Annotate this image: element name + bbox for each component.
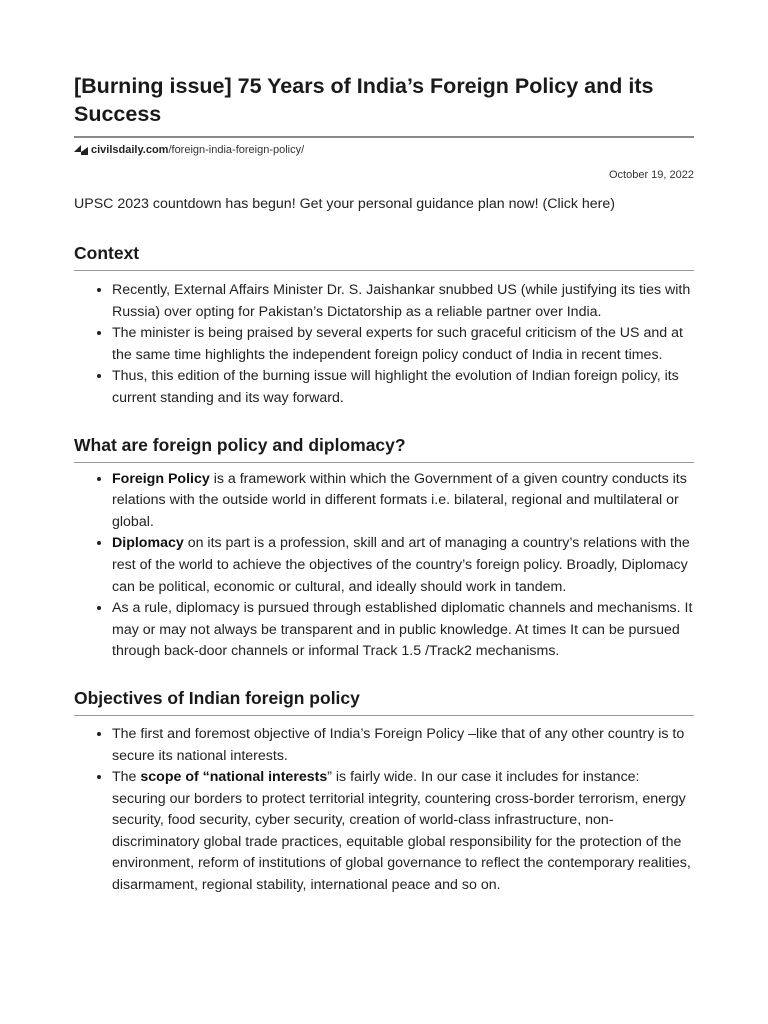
- civilsdaily-logo-icon: [74, 144, 88, 156]
- section-heading-context: Context: [74, 243, 140, 263]
- list-item-text: The minister is being praised by several experts for such graceful criticism of the US and at the same time highlights the independent foreign policy conduct of India in recent times.: [112, 325, 683, 363]
- term-national-interests: scope of “national interests: [140, 769, 328, 786]
- term-diplomacy: Diplomacy: [112, 535, 184, 552]
- promo-text[interactable]: UPSC 2023 countdown has begun! Get your personal guidance plan now! (Click here): [74, 196, 616, 212]
- source-path[interactable]: /foreign-india-foreign-policy/: [168, 144, 305, 156]
- list-item: [112, 366, 694, 409]
- list-item-text: on its part is a profession, skill and art of managing a country’s relations with the rest of the world to achieve the objectives of the country’s foreign policy. Broadly, Diplomacy can be political, economic or cultural, and ideally should work in tandem.: [112, 535, 690, 595]
- section-divider: [74, 270, 694, 271]
- list-item: [112, 767, 694, 897]
- objectives-list: [74, 724, 694, 897]
- article: [74, 72, 694, 897]
- section-divider: [74, 715, 694, 716]
- list-item-prefix: The: [112, 769, 141, 786]
- list-item-text: ” is fairly wide. In our case it includes for instance: securing our borders to protect territorial integrity, countering cross-border terrorism, energy security, food security, cyber security, creation of world-class infrastructure, non-discriminatory global trade practices, equitable global responsibility for the protection of the environment, reform of institutions of global governance to reflect the contemporary realities, disarmament, regional stability, international peace and so on.: [112, 769, 691, 894]
- list-item-text: The first and foremost objective of India’s Foreign Policy –like that of any other country is to secure its national interests.: [112, 725, 685, 764]
- title-divider: [74, 136, 694, 138]
- source-domain[interactable]: civilsdaily.com: [91, 144, 169, 156]
- section-heading-foreign-policy-diplomacy: What are foreign policy and diplomacy?: [74, 434, 406, 455]
- definitions-list: [74, 469, 694, 663]
- list-item: [112, 724, 694, 767]
- section-divider: [74, 462, 694, 463]
- source-link[interactable]: [74, 144, 694, 156]
- page-title: [Burning issue] 75 Years of India’s Foreign Policy and its Success: [74, 74, 654, 126]
- list-item-text: is a framework within which the Government of a given country conducts its relations with the outside world in different formats i.e. bilateral, regional and multilateral or global.: [112, 470, 687, 530]
- list-item: [112, 533, 694, 598]
- list-item-text: As a rule, diplomacy is pursued through established diplomatic channels and mechanisms. It may or may not always be transparent and in public knowledge. At times It can be pursued through back-door channels or informal Track 1.5 /Track2 mechanisms.: [112, 600, 693, 660]
- list-item: [112, 598, 694, 663]
- list-item: [112, 323, 694, 366]
- section-heading-objectives: Objectives of Indian foreign policy: [74, 687, 360, 708]
- list-item-text: Recently, External Affairs Minister Dr. S. Jaishankar snubbed US (while justifying its ties with Russia) over opting for Pakistan’s Dictatorship as a reliable partner over India.: [112, 282, 691, 320]
- context-list: [74, 280, 694, 410]
- publish-date: October 19, 2022: [608, 169, 694, 181]
- list-item-text: Thus, this edition of the burning issue will highlight the evolution of Indian foreign policy, its current standing and its way forward.: [112, 368, 679, 406]
- list-item: [112, 469, 694, 534]
- list-item: [112, 280, 694, 323]
- term-foreign-policy: Foreign Policy: [112, 470, 210, 487]
